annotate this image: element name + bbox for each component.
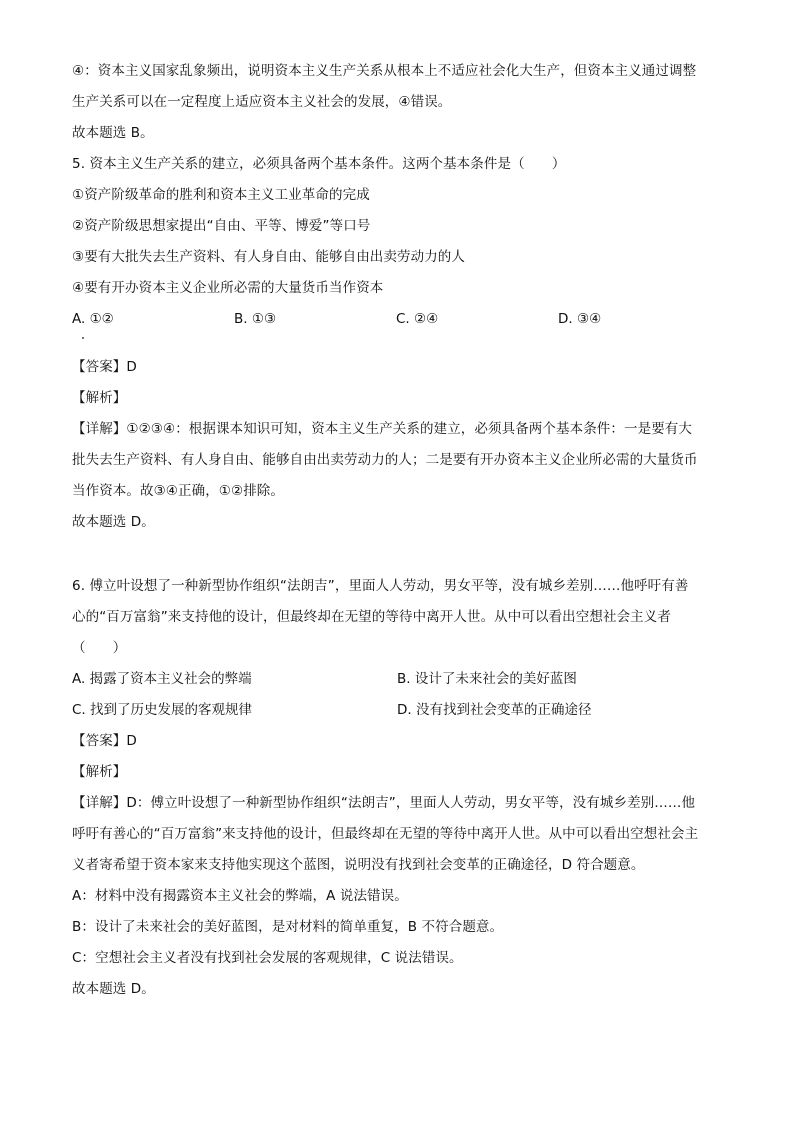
q4-analysis-line-1: ④：资本主义国家乱象频出，说明资本主义生产关系从根本上不适应社会化大生产，但资本主义通过调整: [72, 63, 697, 79]
q6-conclusion: 故本题选 D。: [72, 981, 155, 997]
q5-options: [72, 310, 722, 329]
q5-item-3: ③要有大批失去生产资料、有人身自由、能够自由出卖劳动力的人: [72, 249, 466, 265]
q4-tail: [72, 62, 722, 143]
q4-analysis-line-2: 生产关系可以在一定程度上适应资本主义社会的发展，④错误。: [72, 94, 452, 110]
stray-dot: [82, 337, 84, 339]
q5-detail-line-1: 【详解】①②③④：根据课本知识可知，资本主义生产关系的建立，必须具备两个基本条件：一是要有大: [72, 421, 693, 437]
q5-option-b: B. ①③: [234, 311, 277, 327]
q5-option-c: C. ②④: [396, 311, 439, 327]
q5-option-d: D. ③④: [558, 311, 602, 327]
q5-stem: 5. 资本主义生产关系的建立，必须具备两个基本条件。这两个基本条件是（ ）: [72, 156, 566, 172]
q6-stem-line-1: 6. 傅立叶设想了一种新型协作组织“法朗吉”，里面人人劳动，男女平等，没有城乡差别……他呼吁有善: [72, 578, 689, 594]
q6-analysis-label: 【解析】: [72, 764, 127, 780]
q5-option-a: A. ①②: [72, 311, 114, 327]
q6-stem-line-3: （ ）: [72, 640, 127, 656]
q5-item-4: ④要有开办资本主义企业所必需的大量货币当作资本: [72, 280, 384, 296]
q6-question: [72, 577, 722, 999]
q6-extra-line-c: C：空想社会主义者没有找到社会发展的客观规律，C 说法错误。: [72, 950, 463, 966]
q6-extra-line-b: B：设计了未来社会的美好蓝图，是对材料的简单重复，B 不符合题意。: [72, 919, 504, 935]
q6-option-c: C. 找到了历史发展的客观规律: [72, 702, 253, 718]
q5-detail-line-3: 当作资本。故③④正确，①②排除。: [72, 483, 285, 499]
q5-analysis-label: 【解析】: [72, 390, 127, 406]
q6-option-d: D. 没有找到社会变革的正确途径: [397, 702, 592, 718]
q6-stem-line-2: 心的“百万富翁”来支持他的设计，但最终却在无望的等待中离开人世。从中可以看出空想社会主义者: [72, 609, 671, 625]
q5-item-2: ②资产阶级思想家提出“自由、平等、博爱”等口号: [72, 218, 371, 234]
q6-options-row-2: [72, 701, 722, 720]
q5-question: [72, 155, 722, 329]
q6-extra-line-a: A：材料中没有揭露资本主义社会的弊端，A 说法错误。: [72, 888, 408, 904]
q5-detail-line-2: 批失去生产资料、有人身自由、能够自由出卖劳动力的人；二是要有开办资本主义企业所必需的大量货币: [72, 452, 698, 468]
q5-answer: 【答案】D: [72, 359, 137, 375]
q6-answer: 【答案】D: [72, 733, 137, 749]
q5-answer-block: [72, 358, 722, 532]
q6-detail-line-3: 义者寄希望于资本家来支持他实现这个蓝图，说明没有找到社会变革的正确途径，D 符合题意。: [72, 857, 645, 873]
q5-item-1: ①资产阶级革命的胜利和资本主义工业革命的完成: [72, 187, 370, 203]
q5-conclusion: 故本题选 D。: [72, 514, 155, 530]
q4-conclusion: 故本题选 B。: [72, 125, 154, 141]
q6-options-row-1: [72, 670, 722, 689]
q6-option-b: B. 设计了未来社会的美好蓝图: [397, 671, 577, 687]
q6-detail-line-1: 【详解】D：傅立叶设想了一种新型协作组织“法朗吉”，里面人人劳动，男女平等，没有城乡差别……他: [72, 795, 696, 811]
q6-option-a: A. 揭露了资本主义社会的弊端: [72, 671, 252, 687]
q6-detail-line-2: 呼吁有善心的“百万富翁”来支持他的设计，但最终却在无望的等待中离开人世。从中可以看出空想社会主: [72, 826, 699, 842]
